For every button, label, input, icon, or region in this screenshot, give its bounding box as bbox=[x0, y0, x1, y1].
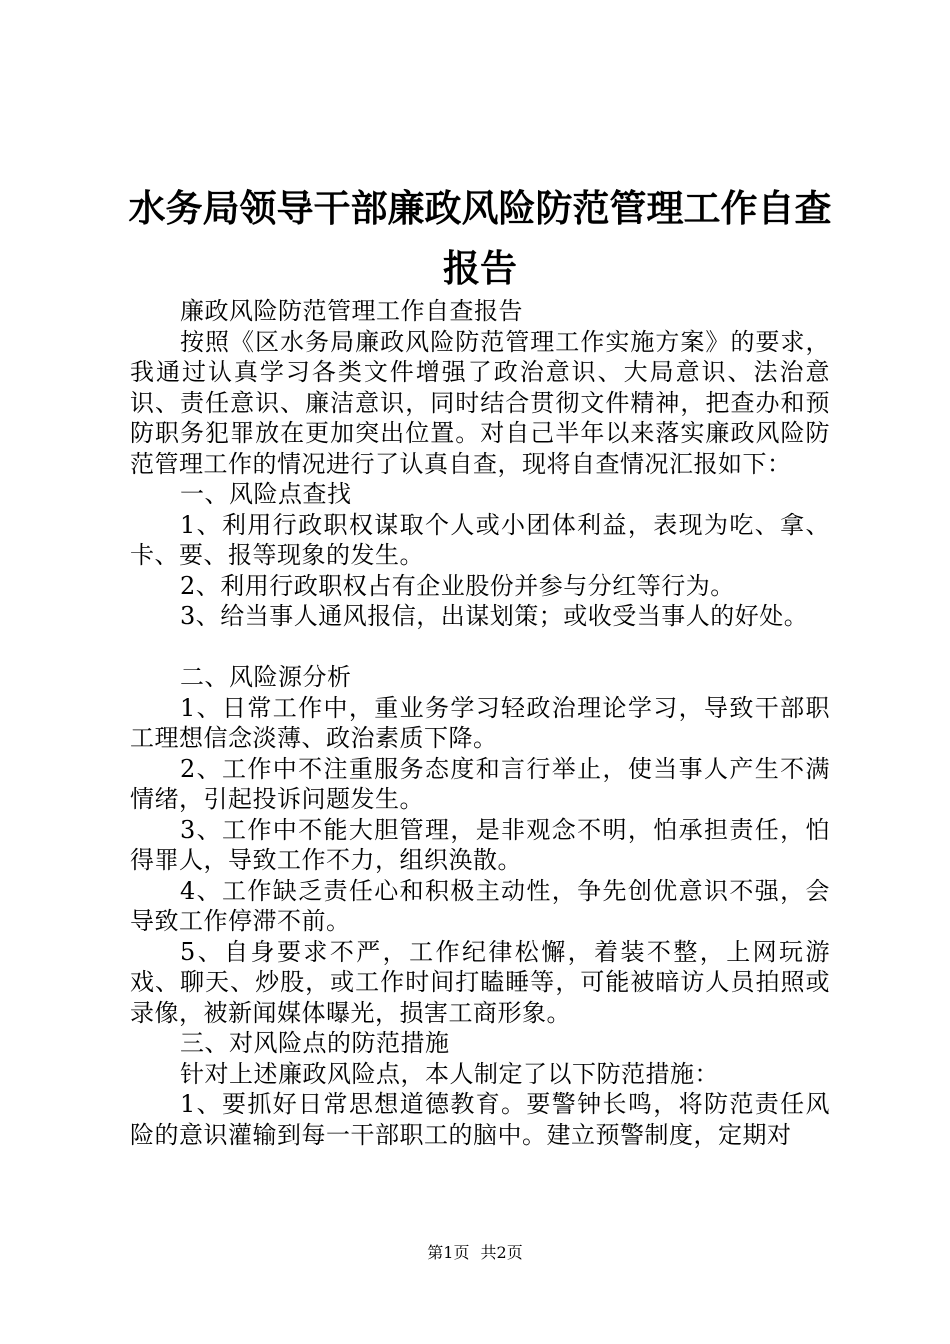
section-heading-risk-analysis: 二、风险源分析 bbox=[180, 663, 352, 691]
paragraph-risk-point-2: 2、利用行政职权占有企业股份并参与分红等行为。 bbox=[180, 571, 735, 600]
paragraph-measure-1: 1、要抓好日常思想道德教育。要警钟长鸣，将防范责任风险的意识灌输到每一干部职工的脑中。建立预警制度，定期对 bbox=[130, 1090, 830, 1149]
paragraph-risk-point-1: 1、利用行政职权谋取个人或小团体利益，表现为吃、拿、卡、要、报等现象的发生。 bbox=[130, 510, 830, 569]
section-heading-measures: 三、对风险点的防范措施 bbox=[180, 1029, 450, 1057]
paragraph-risk-point-3: 3、给当事人通风报信，出谋划策；或收受当事人的好处。 bbox=[180, 602, 809, 630]
section-heading-risk-points: 一、风险点查找 bbox=[180, 480, 352, 508]
paragraph-analysis-2: 2、工作中不注重服务态度和言行举止，使当事人产生不满情绪，引起投诉问题发生。 bbox=[130, 754, 830, 813]
page-footer bbox=[0, 1241, 950, 1265]
paragraph-subtitle: 廉政风险防范管理工作自查报告 bbox=[180, 297, 523, 325]
page-total: 共2页 bbox=[480, 1243, 523, 1262]
document-body bbox=[130, 296, 830, 1150]
paragraph-analysis-1: 1、日常工作中，重业务学习轻政治理论学习，导致干部职工理想信念淡薄、政治素质下降。 bbox=[130, 693, 830, 752]
paragraph-analysis-5: 5、自身要求不严，工作纪律松懈，着装不整，上网玩游戏、聊天、炒股，或工作时间打瞌睡等，可能被暗访人员拍照或录像，被新闻媒体曝光，损害工商形象。 bbox=[130, 937, 830, 1027]
page-number: 第1页 bbox=[427, 1243, 470, 1262]
paragraph-spacer bbox=[130, 632, 830, 663]
paragraph-measures-intro: 针对上述廉政风险点，本人制定了以下防范措施： bbox=[180, 1059, 719, 1088]
paragraph-intro: 按照《区水务局廉政风险防范管理工作实施方案》的要求，我通过认真学习各类文件增强了政治意识、大局意识、法治意识、责任意识、廉洁意识，同时结合贯彻文件精神，把查办和预防职务犯罪放在更加突出位置。对自己半年以来落实廉政风险防范管理工作的情况进行了认真自查，现将自查情况汇报如下： bbox=[130, 327, 830, 478]
document-title: 水务局领导干部廉政风险防范管理工作自查报告 bbox=[128, 186, 832, 290]
paragraph-analysis-3: 3、工作中不能大胆管理，是非观念不明，怕承担责任，怕得罪人，导致工作不力，组织涣散。 bbox=[130, 815, 830, 874]
paragraph-analysis-4: 4、工作缺乏责任心和积极主动性，争先创优意识不强，会导致工作停滞不前。 bbox=[130, 876, 830, 935]
